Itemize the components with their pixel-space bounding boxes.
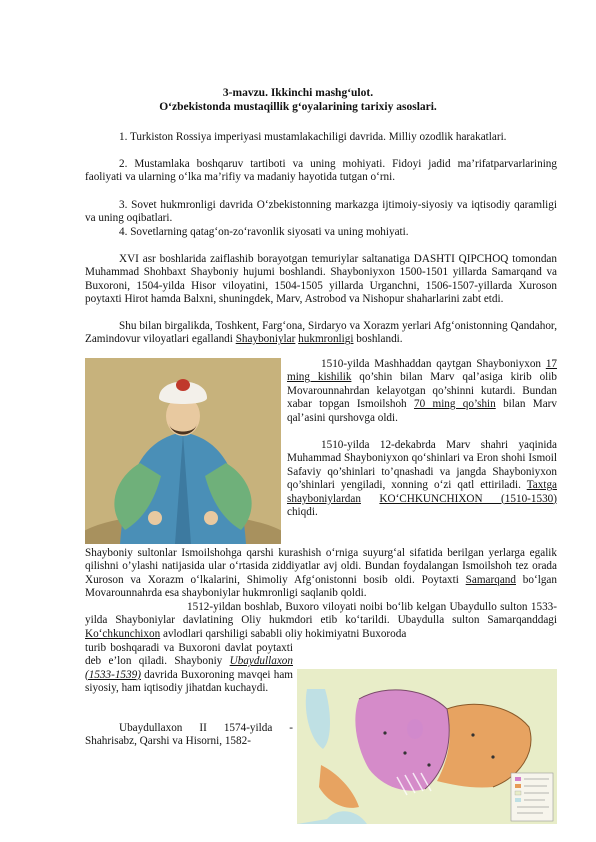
page-subtitle: O‘zbekistonda mustaqillik g‘oyalarining tarixiy asoslari. bbox=[159, 101, 437, 113]
paragraph-shayboniy-invasion: XVI asr boshlarida zaiflashib borayotgan temuriylar saltanatiga DASHTI QIPCHOQ tomondan Muhammad Shohbaxt Shayboniy hujumi boshlandi. Shayboniyxon 1500-1501 yillarda Samarqand va Buxoroni, 1504-yilda Hisor viloyatini, 1504-1505 yillarda Urganchni, 1506-1507-yillarda Xuroson poytaxti Hirot hamda Balxni, shuningdek, Marv, Astrobod va Nishopur shaharlarini zabt etdi. bbox=[85, 253, 557, 306]
paragraph-conquests: Shu bilan birgalikda, Toshkent, Farg‘ona, Sirdaryo va Xorazm yerlari Afg‘onistonning Qandahor, Zamindovur viloyatlari egallandi Shayboniylar hukmronligi boshlandi. bbox=[85, 320, 557, 346]
portrait-painting bbox=[85, 358, 281, 544]
link-shayboniylar: Shayboniylar bbox=[235, 333, 296, 346]
paragraph-sultans-conflict: Shayboniy sultonlar Ismoilshohga qarshi kurashish o‘rniga suyurg‘al sifatida berilgan yerlarga egalik qilishni o’ylashi natijasida ular o‘rtasida ziddiyatlar avj oldi. Bundan foydalangan Ismoilshoh tez orada Xuroson va Xorazm o‘lkalarini, Shimoliy Afg‘onistonni bosib oldi. Poytaxti Samarqand bo‘lgan Movarounnahrda esa shayboniylar hukmronligi saqlanib qoldi. bbox=[85, 547, 557, 600]
historical-map bbox=[297, 669, 557, 824]
paragraph-marv-siege: 1510-yilda Mashhaddan qaytgan Shayboniyxon 17 ming kishilik qo’shin bilan Marv qal’asiga kirib olib Movarounnahrdan kelayotgan qo’shinni kutardi. Bundan xabar topgan Ismoilshoh 70 ming qo’shin bilan Marv qal’asini qurshovga oldi. bbox=[287, 358, 557, 424]
page-title: 3-mavzu. Ikkinchi mashg‘ulot. bbox=[222, 87, 374, 99]
paragraph-ubaydullaxon-ii: Ubaydullaxon II 1574-yilda - Shahrisabz, Qarshi va Hisorni, 1582- bbox=[85, 722, 293, 748]
paragraph-ubaydullo-rise: 1512-yildan boshlab, Buxoro viloyati noibi bo‘lib kelgan Ubaydullo sulton 1533-yilda Shayboniylar davlatining Oliy hukmdori etib ko‘tarildi. Ubaydulla sulton Samarqanddagi Ko‘chkunchixon avlodlari qarshiligi sababli oliy hokimiyatni Buxoroda bbox=[85, 601, 557, 640]
portrait-painting-icon bbox=[85, 358, 281, 544]
question-2: 2. Mustamlaka boshqaruv tartiboti va uning mohiyati. Fidoyi jadid ma’rifatparvarlarining faoliyati va ularning o‘lka ma’rifiy va madaniy hayotida tutgan o‘rni. bbox=[85, 158, 557, 184]
question-3: 3. Sovet hukmronligi davrida O‘zbekistonning markazga ijtimoiy-siyosiy va iqtisodiy qaramligi va uning oqibatlari. bbox=[85, 199, 557, 225]
historical-map-icon bbox=[297, 669, 557, 824]
link-hukmronligi: hukmronligi bbox=[298, 333, 354, 346]
paragraph-marv-battle: 1510-yilda 12-dekabrda Marv shahri yaqinida Muhammad Shayboniyxon qo‘shinlari va Eron shohi Ismoil Safaviy qo’shinlari to’qnashadi va jangda Shayboniyxon qo’shinlari yengiladi, xonning o‘zi qatl ettiriladi. Taxtga shayboniylardan KO‘CHKUNCHIXON (1510-1530) chiqdi. bbox=[287, 439, 557, 519]
paragraph-bukhara-capital: turib boshqaradi va Buxoroni davlat poytaxti deb e’lon qiladi. Shayboniy Ubaydullaxon (1533-1539) davrida Buxoroning mavqei ham siyosiy, ham iqtisodiy jihatdan kuchaydi. bbox=[85, 642, 293, 695]
question-1: 1. Turkiston Rossiya imperiyasi mustamlakachiligi davrida. Milliy ozodlik harakatlari. bbox=[119, 131, 507, 143]
question-4: 4. Sovetlarning qatag‘on-zo‘ravonlik siyosati va uning mohiyati. bbox=[119, 226, 409, 238]
